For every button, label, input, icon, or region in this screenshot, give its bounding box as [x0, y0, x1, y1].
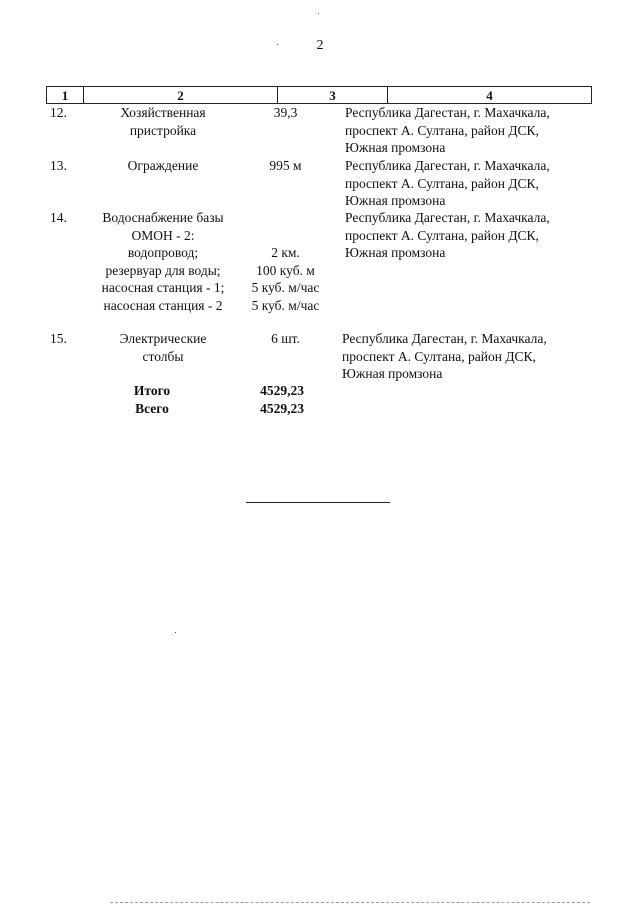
object-quantity: 39,3 — [273, 105, 298, 120]
scan-speck — [277, 44, 278, 45]
scan-edge-line — [110, 902, 590, 903]
row-number: 15. — [50, 331, 67, 346]
object-name: Водоснабжение базы ОМОН - 2: водопровод; резервуар для воды; насосная станция - 1; насосная станция - 2 — [101, 210, 225, 313]
object-quantity: 2 км. 100 куб. м 5 куб. м/час 5 куб. м/час — [251, 245, 320, 313]
scan-speck — [318, 13, 319, 14]
column-header-1: 1 — [46, 87, 83, 103]
row-number: 13. — [50, 158, 67, 173]
grand-total-value: 4529,23 — [260, 401, 304, 416]
object-address: Республика Дагестан, г. Махачкала, проспект А. Султана, район ДСК, Южная промзона — [345, 210, 550, 260]
object-name: Электрические столбы — [119, 331, 207, 364]
row-number: 14. — [50, 210, 67, 225]
row-number: 12. — [50, 105, 67, 120]
object-quantity: 6 шт. — [271, 331, 300, 346]
page-number: 2 — [316, 38, 324, 53]
column-header-3: 3 — [277, 87, 387, 103]
object-address: Республика Дагестан, г. Махачкала, проспект А. Султана, район ДСК, Южная промзона — [345, 158, 550, 208]
object-quantity: 995 м — [269, 158, 302, 173]
object-address: Республика Дагестан, г. Махачкала, проспект А. Султана, район ДСК, Южная промзона — [342, 331, 547, 381]
column-header-4: 4 — [387, 87, 592, 103]
table-header — [46, 86, 592, 104]
end-of-table-rule — [246, 502, 390, 503]
grand-total-label: Всего — [135, 401, 169, 416]
column-header-2: 2 — [83, 87, 277, 103]
total-label: Итого — [133, 383, 171, 398]
object-name: Хозяйственная пристройка — [120, 105, 206, 138]
object-address: Республика Дагестан, г. Махачкала, проспект А. Султана, район ДСК, Южная промзона — [345, 105, 550, 155]
total-value: 4529,23 — [260, 383, 304, 398]
object-name: Ограждение — [127, 158, 199, 173]
scan-speck — [175, 632, 176, 633]
